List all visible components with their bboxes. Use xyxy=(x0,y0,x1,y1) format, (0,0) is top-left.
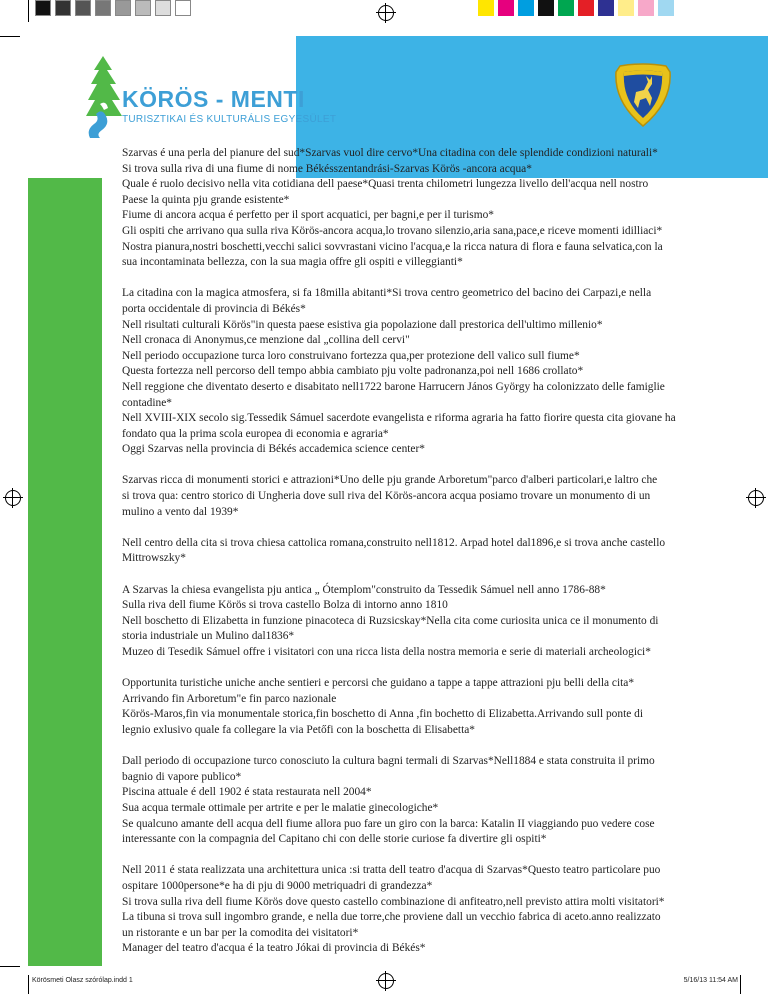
text-line: un ristorante e un bar per la comodita dei visitatori* xyxy=(122,926,359,939)
text-line: Quale é ruolo decisivo nella vita cotidiana dell paese*Quasi trenta chilometri lungezza livello dell'acqua nell nostro xyxy=(122,178,649,191)
text-line: Sua acqua termale ottimale per artrite e per le malatie ginecologiche* xyxy=(122,801,439,814)
gray-swatch xyxy=(75,0,91,16)
text-line: legnio exlusivo quale fa collegare la via Petőfi con la boschetta di Elisabetta* xyxy=(122,723,475,736)
gray-swatch xyxy=(115,0,131,16)
text-line: A Szarvas la chiesa evangelista pju antica „ Ótemplom"construito da Tessedik Sámuel nell anno 1786-88* xyxy=(122,583,606,596)
text-line: Manager del teatro d'acqua é la teatro Jókai di provincia di Békés* xyxy=(122,942,426,955)
logo-title: KÖRÖS - MENTI xyxy=(122,86,305,112)
text-line: Mittrowszky* xyxy=(122,552,186,565)
text-line: Oggi Szarvas nella provincia di Békés accademica science center* xyxy=(122,443,425,456)
text-line: ospitare 1000persone*e ha di pju di 9000 metriquadri di grandezza* xyxy=(122,879,433,892)
paragraph xyxy=(122,583,696,661)
paragraph xyxy=(122,676,696,738)
text-line: Piscina attuale é dell 1902 é stata restaurata nell 2004* xyxy=(122,786,372,799)
crop-mark xyxy=(0,966,20,967)
text-line: Nell risultati culturali Körös"in questa paese esistiva gia popolazione dall prestorica dell'ultimo millenio* xyxy=(122,318,603,331)
text-line: Opportunita turistiche uniche anche sentieri e percorsi che guidano a tappe a tappe attrazioni pju belli della cita* xyxy=(122,677,635,690)
gray-swatch xyxy=(55,0,71,16)
side-green-band xyxy=(28,178,102,966)
gray-swatch xyxy=(155,0,171,16)
text-line: mulino a vento dal 1939* xyxy=(122,505,239,518)
text-line: fondato qua la prima scola europea di economia e agraria* xyxy=(122,427,389,440)
text-line: sua incontaminata bellezza, con la sua magia offre gli ospiti e villeggianti* xyxy=(122,256,463,269)
text-line: Nell XVIII-XIX secolo sig.Tessedik Sámuel sacerdote evangelista e riforma agraria ha fatto fiorire questa cita giovane ha xyxy=(122,412,676,425)
process-color-swatch xyxy=(518,0,534,16)
crop-mark xyxy=(740,975,741,994)
tree-logo-icon xyxy=(82,54,124,138)
process-color-swatch xyxy=(658,0,674,16)
paragraph xyxy=(122,473,696,520)
footer-filename: Körösmeti Olasz szórólap.indd 1 xyxy=(32,977,133,984)
text-line: Sulla riva dell fiume Körös si trova castello Bolza di intorno anno 1810 xyxy=(122,599,448,612)
crop-mark xyxy=(28,0,29,22)
document-body xyxy=(122,146,696,972)
paragraph xyxy=(122,754,696,848)
text-line: storia industriale un Mulino dal1836* xyxy=(122,630,295,643)
text-line: Arrivando fin Arboretum"e fin parco nazionale xyxy=(122,692,337,705)
paragraph xyxy=(122,286,696,458)
text-line: Körös-Maros,fin via monumentale storica,fin boschetto di Anna ,fin bochetto di Elizabetta.Arrivando sull ponte di xyxy=(122,708,643,721)
paragraph xyxy=(122,146,696,271)
text-line: contadine* xyxy=(122,396,172,409)
text-line: Paese la quinta pju grande esistente* xyxy=(122,193,290,206)
registration-mark-bottom xyxy=(378,973,394,989)
text-line: Nostra pianura,nostri boschetti,vecchi salici sovvrastani vicino l'acqua,e la ricca natura di flora e fauna selvatica,con la xyxy=(122,240,663,253)
text-line: Dall periodo di occupazione turco conosciuto la cultura bagni termali di Szarvas*Nell1884 e stata construita il primo xyxy=(122,755,655,768)
process-color-swatch xyxy=(538,0,554,16)
process-color-swatch xyxy=(598,0,614,16)
process-color-swatch xyxy=(478,0,494,16)
text-line: Muzeo di Tesedik Sámuel offre i visitatori con una ricca lista della nostra memoria e serie di materiali archeologici* xyxy=(122,646,651,658)
crop-mark xyxy=(0,36,20,37)
crop-mark xyxy=(28,975,29,994)
text-line: Nell cronaca di Anonymus,ce menzione dal „collina dell cervi" xyxy=(122,334,410,347)
text-line: Fiume di ancora acqua é perfetto per il sport acquatici, per bagni,e per il turismo* xyxy=(122,209,494,222)
text-line: Se qualcuno amante dell acqua dell fiume allora puo fare un giro con la barca: Katalin II viaggiando puo vedere cose xyxy=(122,817,655,830)
text-line: interessante con la compagnia del Capitano chi con delle storie curiose fa divertire gli ospiti* xyxy=(122,833,547,846)
text-line: si trova qua: centro storico di Ungheria dove sull riva del Körös-ancora acqua posiamo trovare un monumento di un xyxy=(122,490,651,503)
text-line: Nell 2011 é stata realizzata una architettura unica :si tratta dell teatro d'acqua di Szarvas*Questo teatro particolare puo xyxy=(122,864,661,877)
text-line: bagnio di vapore publico* xyxy=(122,770,242,783)
process-color-swatch xyxy=(578,0,594,16)
paragraph xyxy=(122,536,696,567)
text-line: Si trova sulla riva dell fiume Körös dove questo castello combinazione di anfiteatro,nell previsto attira molti visitatori* xyxy=(122,895,665,908)
registration-mark-top xyxy=(378,5,394,21)
text-line: porta occidentale di provincia di Békés* xyxy=(122,302,306,315)
process-color-swatch xyxy=(618,0,634,16)
text-line: La citadina con la magica atmosfera, si fa 18milla abitanti*Si trova centro geometrico del bacino dei Carpazi,e nella xyxy=(122,287,652,300)
process-color-swatch xyxy=(558,0,574,16)
text-line: La tibuna si trova sull ingombro grande, e nella due torre,che proviene dall un vecchio fabrica di aceto.anno realizzato xyxy=(122,911,661,924)
text-line: Si trova sulla riva di una fiume di nome Békésszentandrási-Szarvas Körös -ancora acqua* xyxy=(122,162,532,175)
text-line: Nell periodo occupazione turca loro construivano fortezza qua,per protezione dell valico sull fiume* xyxy=(122,349,580,362)
logo-subtitle: TURISZTIKAI ÉS KULTURÁLIS EGYESÜLET xyxy=(122,114,337,125)
gray-swatch xyxy=(35,0,51,16)
text-line: Nell reggione che diventato deserto e disabitato nell1722 barone Harrucern János György ha colonizzato delle famiglie xyxy=(122,380,665,393)
text-line: Nell boschetto di Elizabetta in funzione pinacoteca di Ruzsicskay*Nella cita come curiosita unica ce il monumento di xyxy=(122,614,659,627)
text-line: Szarvas é una perla del pianure del sud*Szarvas vuol dire cervo*Una citadina con dele splendide condizioni naturali* xyxy=(122,147,658,159)
text-line: Szarvas ricca di monumenti storici e attrazioni*Uno delle pju grande Arboretum"parco d'alberi particolari,e laltro che xyxy=(122,474,658,487)
gray-swatch xyxy=(95,0,111,16)
gray-swatch xyxy=(175,0,191,16)
paragraph xyxy=(122,863,696,957)
text-line: Nell centro della cita si trova chiesa cattolica romana,construito nell1812. Arpad hotel dal1896,e si trova anche castello xyxy=(122,536,666,549)
process-color-swatch xyxy=(638,0,654,16)
process-color-swatch xyxy=(498,0,514,16)
gray-swatch xyxy=(135,0,151,16)
footer-timestamp: 5/16/13 11:54 AM xyxy=(683,977,738,984)
text-line: Gli ospiti che arrivano qua sulla riva Körös-ancora acqua,lo trovano silenzio,aria sana,pace,e riceve momenti idilliaci* xyxy=(122,224,663,237)
registration-mark-left xyxy=(5,490,21,506)
text-line: Questa fortezza nell percorso dell tempo abbia cambiato pju volte padronanza,poi nell 1686 crollato* xyxy=(122,365,584,378)
registration-mark-right xyxy=(748,490,764,506)
coat-of-arms-icon xyxy=(612,62,674,128)
